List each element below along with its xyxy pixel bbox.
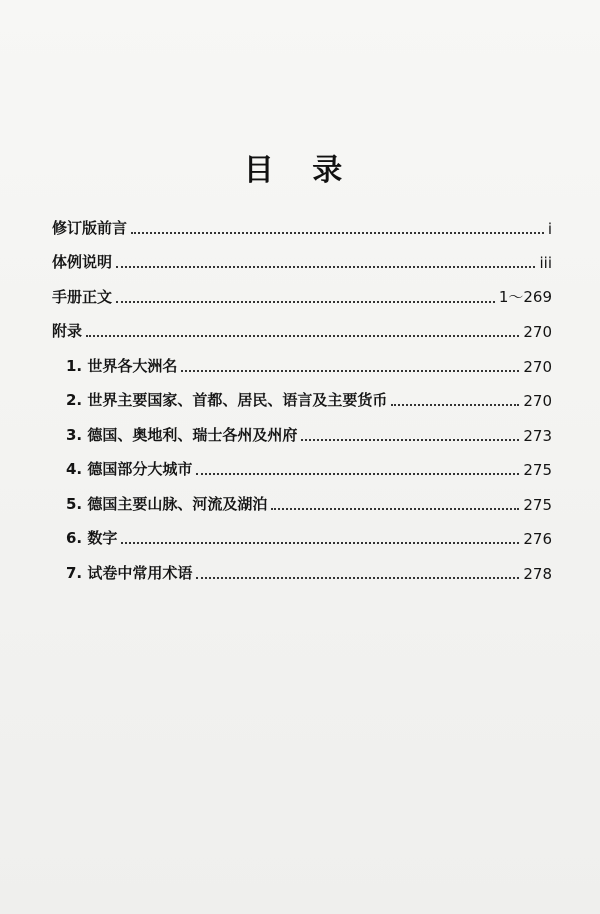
toc-subentry-geography[interactable] — [52, 479, 552, 514]
dot-leader — [391, 404, 519, 406]
toc-entry-page: 276 — [523, 530, 552, 548]
dot-leader — [116, 301, 495, 303]
toc-entry-label: 4. 德国部分大城市 — [66, 460, 193, 478]
toc-subentry-cities[interactable] — [52, 445, 552, 480]
toc-subentry-countries[interactable] — [52, 376, 552, 411]
toc-entry-label: 5. 德国主要山脉、河流及湖泊 — [66, 494, 268, 513]
toc-entry-label: 6. 数字 — [66, 529, 118, 547]
toc-entry-page: 273 — [523, 426, 552, 445]
toc-entry-style-notes[interactable] — [52, 238, 552, 273]
toc-entry-page: 278 — [523, 564, 552, 583]
toc-entry-page: 275 — [523, 461, 552, 479]
toc-entry-label: 2. 世界主要国家、首都、居民、语言及主要货币 — [66, 391, 388, 409]
toc-entry-page: 270 — [523, 323, 552, 341]
toc-entry-label: 3. 德国、奥地利、瑞士各州及州府 — [66, 425, 298, 444]
dot-leader — [181, 370, 519, 372]
page-title: 目 录 — [243, 153, 357, 188]
dot-leader — [86, 335, 519, 337]
toc-entry-main-text[interactable] — [52, 272, 552, 307]
dot-leader — [271, 508, 519, 510]
toc-entry-page: iii — [539, 254, 552, 272]
toc-subentry-continents[interactable] — [52, 341, 552, 376]
toc-subentry-states[interactable] — [52, 410, 552, 445]
dot-leader — [196, 577, 519, 579]
dot-leader — [301, 439, 519, 441]
toc-entry-page: i — [547, 219, 552, 238]
toc-entry-page: 270 — [523, 392, 552, 410]
dot-leader — [196, 473, 519, 475]
toc-entry-page: 1～269 — [498, 287, 552, 306]
table-of-contents — [52, 203, 552, 583]
toc-entry-appendix[interactable] — [52, 307, 552, 342]
toc-subentry-numbers[interactable] — [52, 514, 552, 549]
dot-leader — [131, 232, 544, 234]
toc-entry-label: 修订版前言 — [52, 218, 128, 237]
toc-entry-page: 275 — [523, 495, 552, 514]
dot-leader — [121, 542, 519, 544]
toc-entry-page: 270 — [523, 357, 552, 376]
toc-entry-label: 7. 试卷中常用术语 — [66, 563, 193, 582]
toc-entry-label: 体例说明 — [52, 253, 113, 271]
dot-leader — [116, 266, 535, 268]
toc-entry-label: 附录 — [52, 322, 83, 340]
toc-subentry-terms[interactable] — [52, 548, 552, 583]
toc-entry-label: 手册正文 — [52, 287, 113, 306]
toc-entry-preface[interactable] — [52, 203, 552, 238]
toc-entry-label: 1. 世界各大洲名 — [66, 356, 178, 375]
